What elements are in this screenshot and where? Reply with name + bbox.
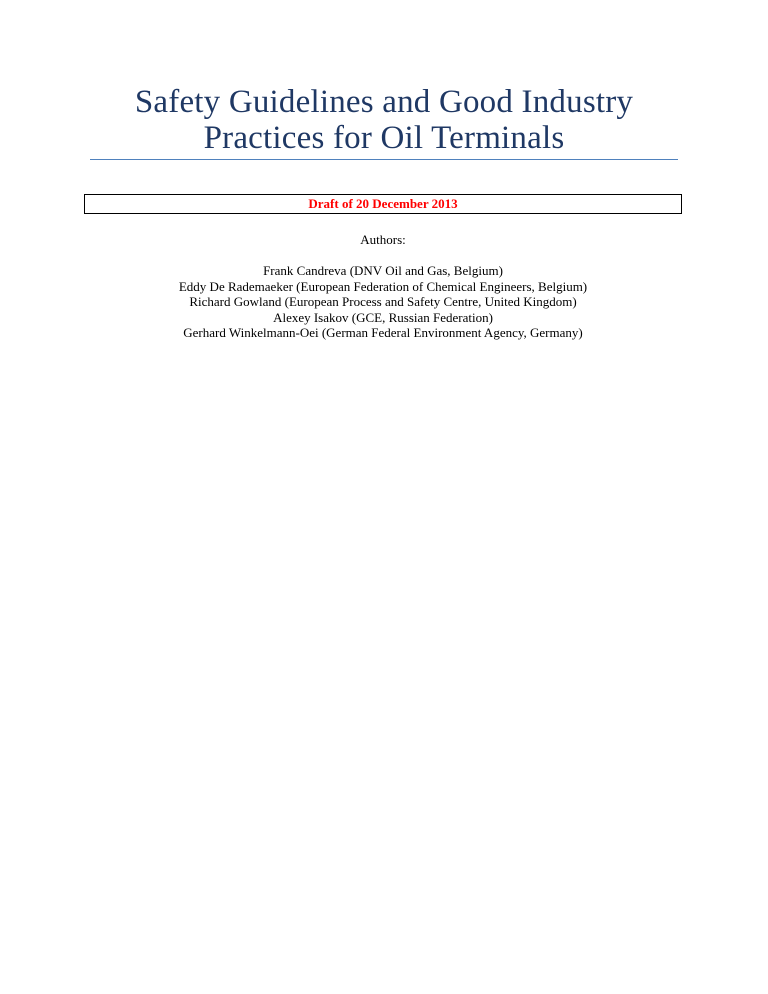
title-line-1: Safety Guidelines and Good Industry [134, 84, 634, 120]
author-item: Frank Candreva (DNV Oil and Gas, Belgium) [263, 263, 503, 278]
authors-list [84, 263, 682, 341]
draft-date-label: Draft of 20 December 2013 [308, 196, 458, 211]
draft-notice-box [84, 194, 682, 214]
author-item: Gerhard Winkelmann-Oei (German Federal Environment Agency, Germany) [183, 325, 583, 341]
title-line-2: Practices for Oil Terminals [203, 120, 565, 156]
author-item: Richard Gowland (European Process and Safety Centre, United Kingdom) [189, 294, 577, 310]
title-underline-divider [90, 159, 678, 160]
author-item: Alexey Isakov (GCE, Russian Federation) [273, 309, 493, 325]
author-item: Eddy De Rademaeker (European Federation of Chemical Engineers, Belgium) [178, 278, 588, 294]
authors-heading: Authors: [360, 232, 406, 247]
document-title [90, 84, 678, 156]
